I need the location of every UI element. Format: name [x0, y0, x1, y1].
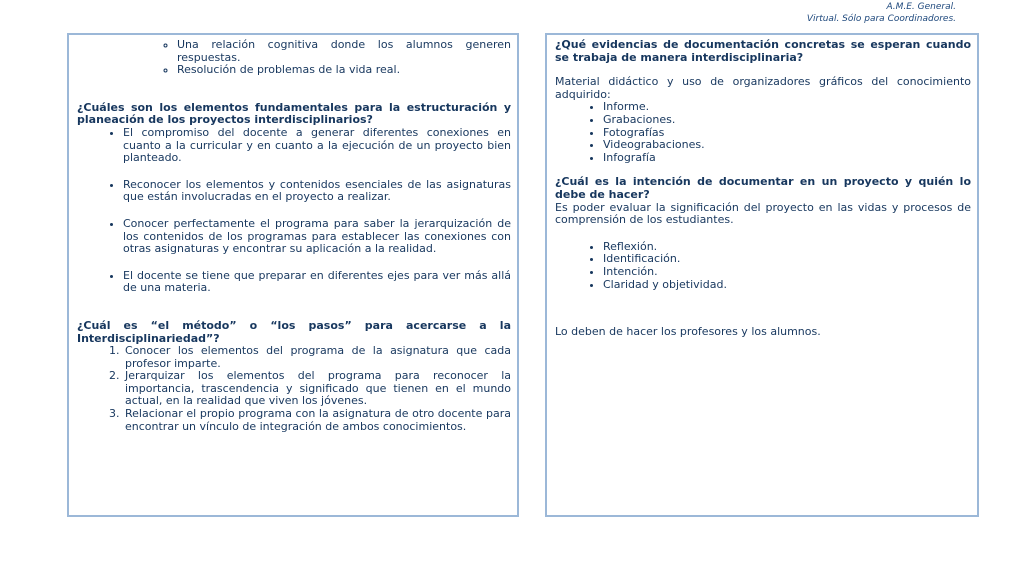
closing-statement: Lo deben de hacer los profesores y los alumnos. [555, 325, 821, 339]
list-item: • Reconocer los elementos y contenidos esenciales de las asignaturas que están involucradas en el proyecto a realizar. [123, 179, 511, 204]
list-item: • Fotografías [603, 127, 971, 140]
intention-list [555, 241, 971, 291]
list-item: • Infografía [603, 152, 971, 165]
list-item: • Claridad y objetividad. [603, 279, 971, 292]
right-column-box [545, 33, 979, 517]
list-item: ◦ Una relación cognitiva donde los alumnos generen respuestas. [177, 39, 511, 64]
list-item: • Videograbaciones. [603, 139, 971, 152]
question-el-metodo: ¿Cuál es “el método” o “los pasos” para acercarse a la Interdisciplinariedad”? [77, 318, 511, 345]
list-item: • Conocer perfectamente el programa para saber la jerarquización de los contenidos de los programas para establecer las conexiones con otras asignaturas y encontrar su aplicación a la realidad. [123, 218, 511, 256]
list-item: 2. Jerarquizar los elementos del programa para reconocer la importancia, trascendencia y significado que tienen en el mundo actual, en la realidad que viven los jóvenes. [123, 370, 511, 408]
left-column-box [67, 33, 519, 517]
elements-list [77, 127, 511, 295]
list-item: 3. Relacionar el propio programa con la asignatura de otro docente para encontrar un vínculo de integración de ambos conocimientos. [123, 408, 511, 433]
question-evidencias: ¿Qué evidencias de documentación concretas se esperan cuando se trabaja de manera interdisciplinaria? [555, 38, 971, 64]
list-item: • Informe. [603, 101, 971, 114]
answer-evidencias: Material didáctico y uso de organizadores gráficos del conocimiento adquirido: [555, 75, 971, 101]
list-item: • El docente se tiene que preparar en diferentes ejes para ver más allá de una materia. [123, 270, 511, 295]
question-intencion: ¿Cuál es la intención de documentar en un proyecto y quién lo debe de hacer? [555, 175, 971, 201]
question-elements-fundamentales: ¿Cuáles son los elementos fundamentales para la estructuración y planeación de los proyectos interdisciplinarios? [77, 100, 511, 127]
evidence-list [555, 101, 971, 164]
list-item: • El compromiso del docente a generar diferentes conexiones en cuanto a la curricular y en cuanto a la ejecución de un proyecto bien planteado. [123, 127, 511, 165]
list-item: • Identificación. [603, 253, 971, 266]
steps-list [77, 345, 511, 433]
list-item: • Reflexión. [603, 241, 971, 254]
document-header [807, 1, 956, 25]
header-line-2: Virtual. Sólo para Coordinadores. [806, 14, 956, 24]
list-item: ◦ Resolución de problemas de la vida real. [177, 64, 511, 77]
list-item: 1. Conocer los elementos del programa de la asignatura que cada profesor imparte. [123, 345, 511, 370]
header-line-1: A.M.E. General. [886, 2, 956, 12]
list-item: • Grabaciones. [603, 114, 971, 127]
answer-intencion: Es poder evaluar la significación del proyecto en las vidas y procesos de comprensión de los estudiantes. [555, 200, 971, 227]
intro-list [77, 39, 511, 77]
list-item: • Intención. [603, 266, 971, 279]
